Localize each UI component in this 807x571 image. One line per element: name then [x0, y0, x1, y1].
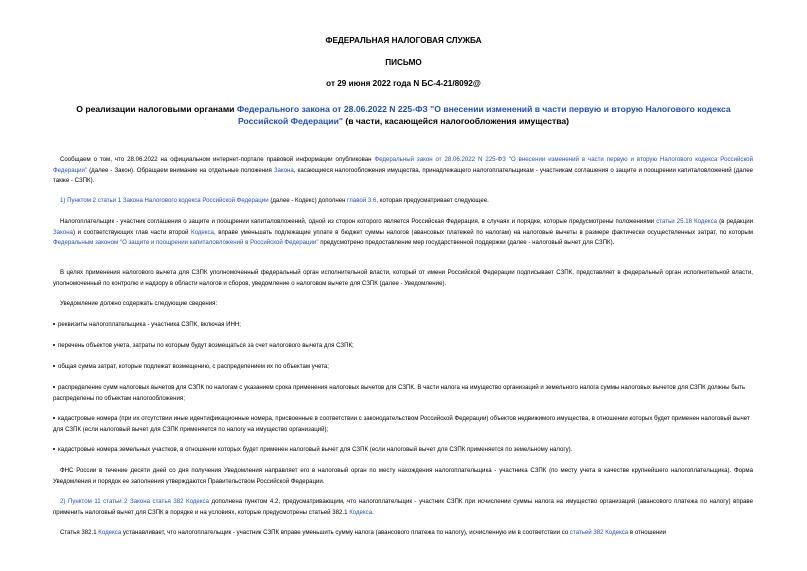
bullet-icon — [53, 448, 55, 450]
title-suffix: (в части, касающейся налогообложения имущества) — [345, 115, 570, 126]
list-item: реквизиты налогоплательщика - участника СЗПК, включая ИНН; — [53, 320, 753, 331]
taxpayer-text-3: ) и соответствующих глав части второй — [72, 228, 189, 236]
bullet-icon — [53, 365, 55, 367]
investment-law-link[interactable]: Федеральным законом "О защите и поощрении капиталовложений в Российской Федерации" — [53, 239, 319, 247]
intro-text-1: Сообщаем о том, что 28.06.2022 на официальном интернет-портале правовой информации опубликован — [60, 156, 372, 163]
paragraph-fns: ФНС России в течение десяти дней со дня получения Уведомления направляет его в налоговый орган по месту нахождения налогоплательщика - участника СЗПК (по месту учета в качестве крупнейшего налогоплательщика). Форма Уведомления и порядок ее заполнения утверждаются Правительством Российской Федерации. — [53, 467, 753, 485]
article-25-18-link[interactable]: статьи 25.18 Кодекса — [656, 218, 718, 225]
bullet-icon — [53, 323, 55, 325]
agency-heading: ФЕДЕРАЛЬНАЯ НАЛОГОВАЯ СЛУЖБА — [325, 36, 482, 45]
bullet-icon — [53, 417, 55, 419]
document-date-number: от 29 июня 2022 года N БС-4-21/8092@ — [326, 79, 481, 88]
title-prefix: О реализации налоговыми органами — [76, 104, 235, 114]
taxpayer-text-5: предусмотрено предоставление мер государственной поддержки (далее - налоговый вычет для СЗПК). — [320, 239, 615, 247]
paragraph-article-382-1 — [53, 528, 753, 539]
paragraph-item-1 — [53, 196, 753, 207]
paragraph-taxpayer — [53, 217, 753, 249]
code-link-3[interactable]: Кодекса — [98, 529, 122, 536]
item1-text-1: (далее - Кодекс) дополнен — [270, 197, 346, 204]
article-text-3: в отношении — [629, 529, 667, 536]
item1-text-2: , которая предусматривает следующее. — [376, 197, 489, 204]
paragraph-contents: Уведомление должно содержать следующие сведения: — [60, 300, 218, 307]
list-item: перечень объектов учета, затраты по которым будут возмещаться за счет налогового вычета для СЗПК; — [53, 341, 753, 352]
item2-text-1: дополнена пунктом 4.2, предусматривающим, что налогоплательщик - участник СЗПК при исчислении суммы налога на имущество организаций (авансового платежа по налогу) вправе применить налоговый вычет для СЗПК в порядке и на условиях, которые предусмотрены статьей 382.1 — [53, 498, 753, 516]
chapter-link[interactable]: главой 3.6 — [347, 197, 377, 204]
taxpayer-text-1: Налогоплательщик - участник соглашения о защите и поощрении капиталовложений, одной из сторон которого является Российская Федерация, в случаях и порядке, которые предусмотрены положениями — [60, 218, 655, 225]
paragraph-intro — [53, 155, 753, 187]
document-type-heading: ПИСЬМО — [385, 58, 422, 67]
intro-text-2: (далее - Закон). Обращаем внимание на отдельные положения — [89, 166, 272, 174]
article-382-link[interactable]: статьей 382 Кодекса — [569, 529, 629, 536]
item2-text-2: . — [372, 508, 374, 516]
paragraph-notification: В целях применения налогового вычета для СЗПК уполномоченный федеральный орган исполнительной власти, который от имени Российской Федерации подписывает СЗПК, представляет в федеральный орган исполнительной власти, уполномоченный по контролю и надзору в области налогов и сборов, уведомление о налоговом вычете для СЗПК (далее - Уведомление). — [53, 269, 753, 287]
intro-law-link[interactable]: Федеральный закон от 28.06.2022 N 225-ФЗ "О внесении изменений в части первую и вторую Налогового кодекса Российской Федерации" — [53, 156, 753, 174]
intro-text-3: , касающиеся налогообложения имущества, принадлежащего налогоплательщикам - участникам соглашения о защите и поощрении капиталовложений (далее также - СЗПК). — [53, 166, 753, 185]
bullet-icon — [53, 386, 55, 388]
document-title — [60, 104, 747, 127]
bullet-icon — [53, 344, 55, 346]
article-text-1: Статья 382.1 — [60, 529, 97, 536]
list-item: общая сумма затрат, которые подлежат возмещению, с распределением их по объектам учета; — [53, 362, 753, 373]
intro-law-short-link[interactable]: Закона — [273, 166, 294, 174]
law-link[interactable]: Закона — [53, 228, 73, 236]
taxpayer-text-2: (в редакции — [719, 218, 754, 225]
item1-link[interactable]: 1) Пунктом 2 статьи 1 Закона Налогового кодекса Российской Федерации — [60, 197, 269, 204]
list-item: кадастровые номера (при их отсутствии иные идентификационные номера, присвоенные в соответствии с законодательством Российской Федерации) объектов недвижимого имущества, в отношении которых будет применен налоговый вычет для СЗПК (если налоговый вычет для СЗПК применяется по налогу на имущество организаций); — [53, 415, 750, 433]
taxpayer-text-4: , вправе уменьшать подлежащие уплате в бюджет суммы налогов (авансовых платежей по налогам) на налоговые вычеты в размере фактически осуществленных затрат, по которым — [213, 228, 753, 236]
paragraph-item-2 — [53, 497, 753, 518]
list-item: распределение сумм налоговых вычетов для СЗПК по налогам с указанием срока применения налоговых вычетов для СЗПК. В части налога на имущество организаций и земельного налога суммы налоговых вычетов для СЗПК должны быть распределены по объектам налогообложения; — [53, 384, 746, 402]
list-item: кадастровые номера земельных участков, в отношении которых будет применен налоговый вычет для СЗПК (если налоговый вычет для СЗПК применяется по земельному налогу). — [53, 445, 753, 456]
item2-link[interactable]: 2) Пунктом 11 статьи 2 Закона статья 382 Кодекса — [60, 498, 209, 505]
code-link-2[interactable]: Кодекса — [349, 508, 373, 516]
title-law-link[interactable]: Федерального закона от 28.06.2022 N 225-ФЗ "О внесении изменений в части первую и вторую Налогового кодекса Российской Федерации" — [236, 104, 731, 126]
article-text-2: устанавливает, что налогоплательщик - участник СЗПК вправе уменьшить сумму налога (авансового платежа по налогу), исчисленную им в соответствии со — [122, 529, 569, 536]
code-link[interactable]: Кодекса — [191, 228, 214, 236]
